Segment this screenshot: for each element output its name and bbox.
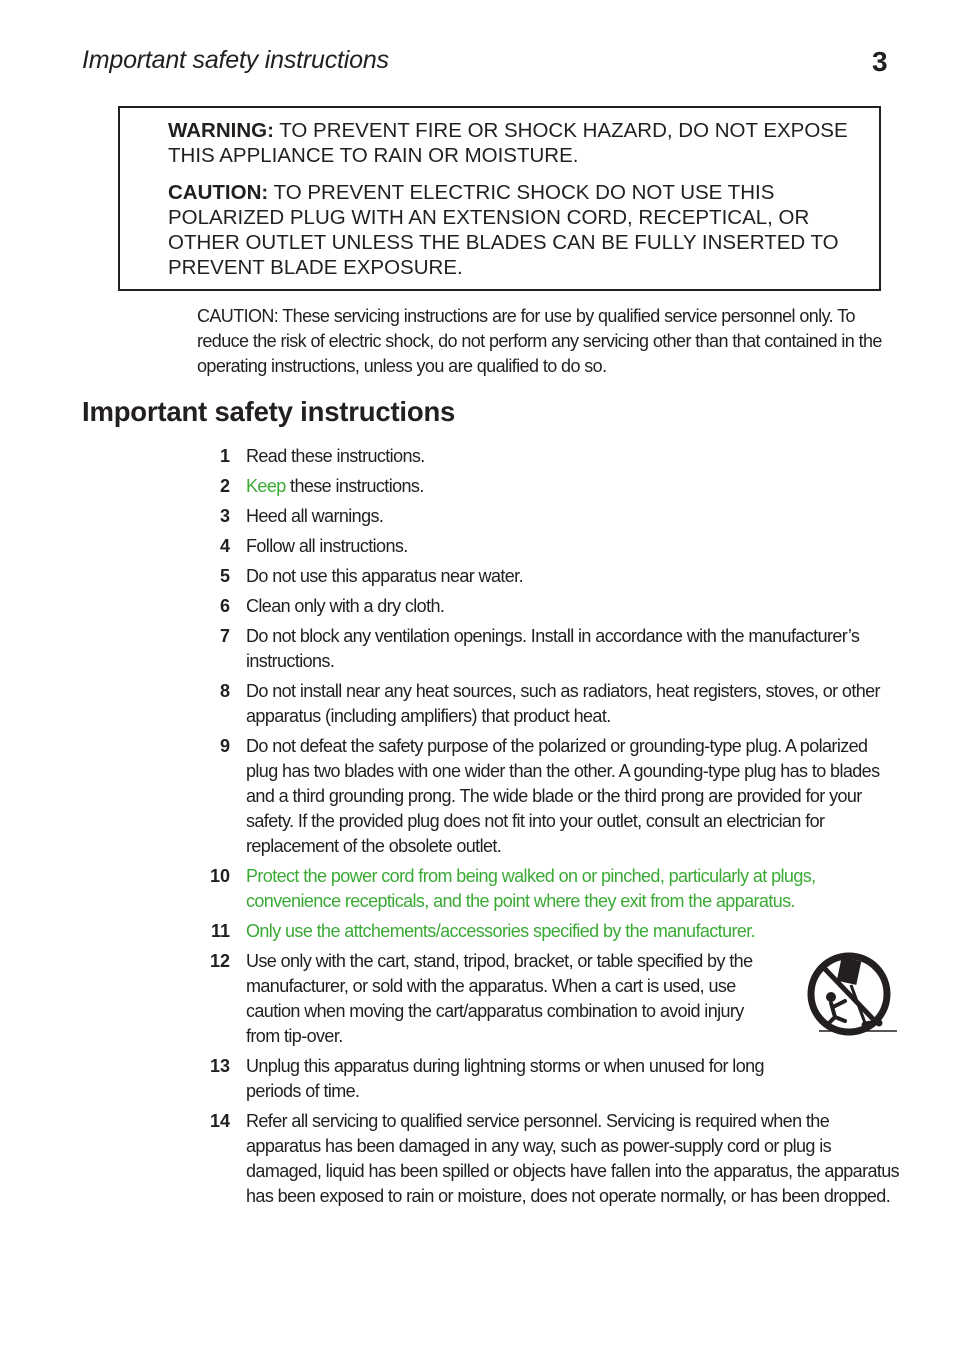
item-text: Use only with the cart, stand, tripod, bracket, or table specified by the manufacturer, or sold with the apparatus. When a cart is used, use caution when moving the cart/apparatus combination to avoid injury from tip-over. [246,951,753,1046]
list-item [190,474,900,499]
item-text: Read these instructions. [246,446,425,466]
item-text: Clean only with a dry cloth. [246,596,445,616]
list-item [190,679,900,729]
item-text: Do not install near any heat sources, such as radiators, heat registers, stoves, or other apparatus (including amplifiers) that product heat. [246,681,880,726]
warning-box [118,106,881,291]
item-number: 1 [219,446,230,466]
item-text: Do not block any ventilation openings. Install in accordance with the manufacturer’s instructions. [246,626,860,671]
instruction-list [190,444,900,1214]
caution-paragraph [168,180,859,280]
item-number: 4 [219,536,230,556]
caution-label: CAUTION: [168,181,269,204]
item-number: 12 [209,951,230,971]
list-item [190,504,900,529]
item-number: 8 [219,681,230,701]
item-text: Refer all servicing to qualified service personnel. Servicing is required when the apparatus has been damaged in any way, such as power-supply cord or plug is damaged, liquid has been spilled or objects have fallen into the apparatus, the apparatus has been exposed to rain or moisture, does not operate normally, or has been dropped. [246,1111,900,1206]
item-text: Do not use this apparatus near water. [246,566,523,586]
warning-text: TO PREVENT FIRE OR SHOCK HAZARD, DO NOT EXPOSE THIS APPLIANCE TO RAIN OR MOISTURE. [168,119,848,167]
list-item [190,864,900,914]
list-item [190,594,900,619]
item-number: 14 [209,1111,230,1131]
item-number: 3 [219,506,230,526]
item-number: 11 [210,921,230,941]
item-text: Protect the power cord from being walked on or pinched, particularly at plugs, convenience recepticals, and the point where they exit from the apparatus. [246,866,816,911]
list-item [190,624,900,674]
running-header: Important safety instructions [82,46,389,74]
item-number: 7 [219,626,230,646]
item-text: Do not defeat the safety purpose of the polarized or grounding-type plug. A polarized plug has two blades with one wider than the other. A gounding-type plug has to blades and a third grounding prong. The wide blade or the third prong are provided for your safety. If the provided plug does not fit into your outlet, consult an electrician for replacement of the obsolete outlet. [246,736,880,856]
cart-tip-over-warning-icon [805,951,897,1037]
list-item [190,919,900,944]
caution-text: TO PREVENT ELECTRIC SHOCK DO NOT USE THIS POLARIZED PLUG WITH AN EXTENSION CORD, RECEPTICAL, OR OTHER OUTLET UNLESS THE BLADES CAN BE FULLY INSERTED TO PREVENT BLADE EXPOSURE. [168,181,839,279]
item-text: Follow all instructions. [246,536,408,556]
item-number: 2 [219,476,230,496]
warning-paragraph [168,118,859,168]
section-title: Important safety instructions [82,396,456,427]
list-item [190,534,900,559]
item-text: Only use the attchements/accessories specified by the manufacturer. [246,921,756,941]
item-number: 6 [219,596,230,616]
item-number: 9 [219,736,230,756]
list-item [190,564,900,589]
item-number: 13 [209,1056,230,1076]
list-item [190,734,900,859]
item-number: 5 [219,566,230,586]
item-highlight: Keep [246,476,286,496]
list-item [190,1054,900,1104]
item-text: Heed all warnings. [246,506,384,526]
list-item [190,949,900,1049]
item-text: Unplug this apparatus during lightning storms or when unused for long periods of time. [246,1056,764,1101]
list-item [190,444,900,469]
warning-label: WARNING: [168,119,274,142]
list-item [190,1109,900,1209]
page-number: 3 [872,46,888,77]
service-caution: CAUTION: These servicing instructions are for use by qualified service personnel only. To reduce the risk of electric shock, do not perform any servicing other than that contained in the operating instructions, unless you are qualified to do so. [197,306,882,376]
item-text: these instructions. [285,476,424,496]
item-number: 10 [209,866,230,886]
